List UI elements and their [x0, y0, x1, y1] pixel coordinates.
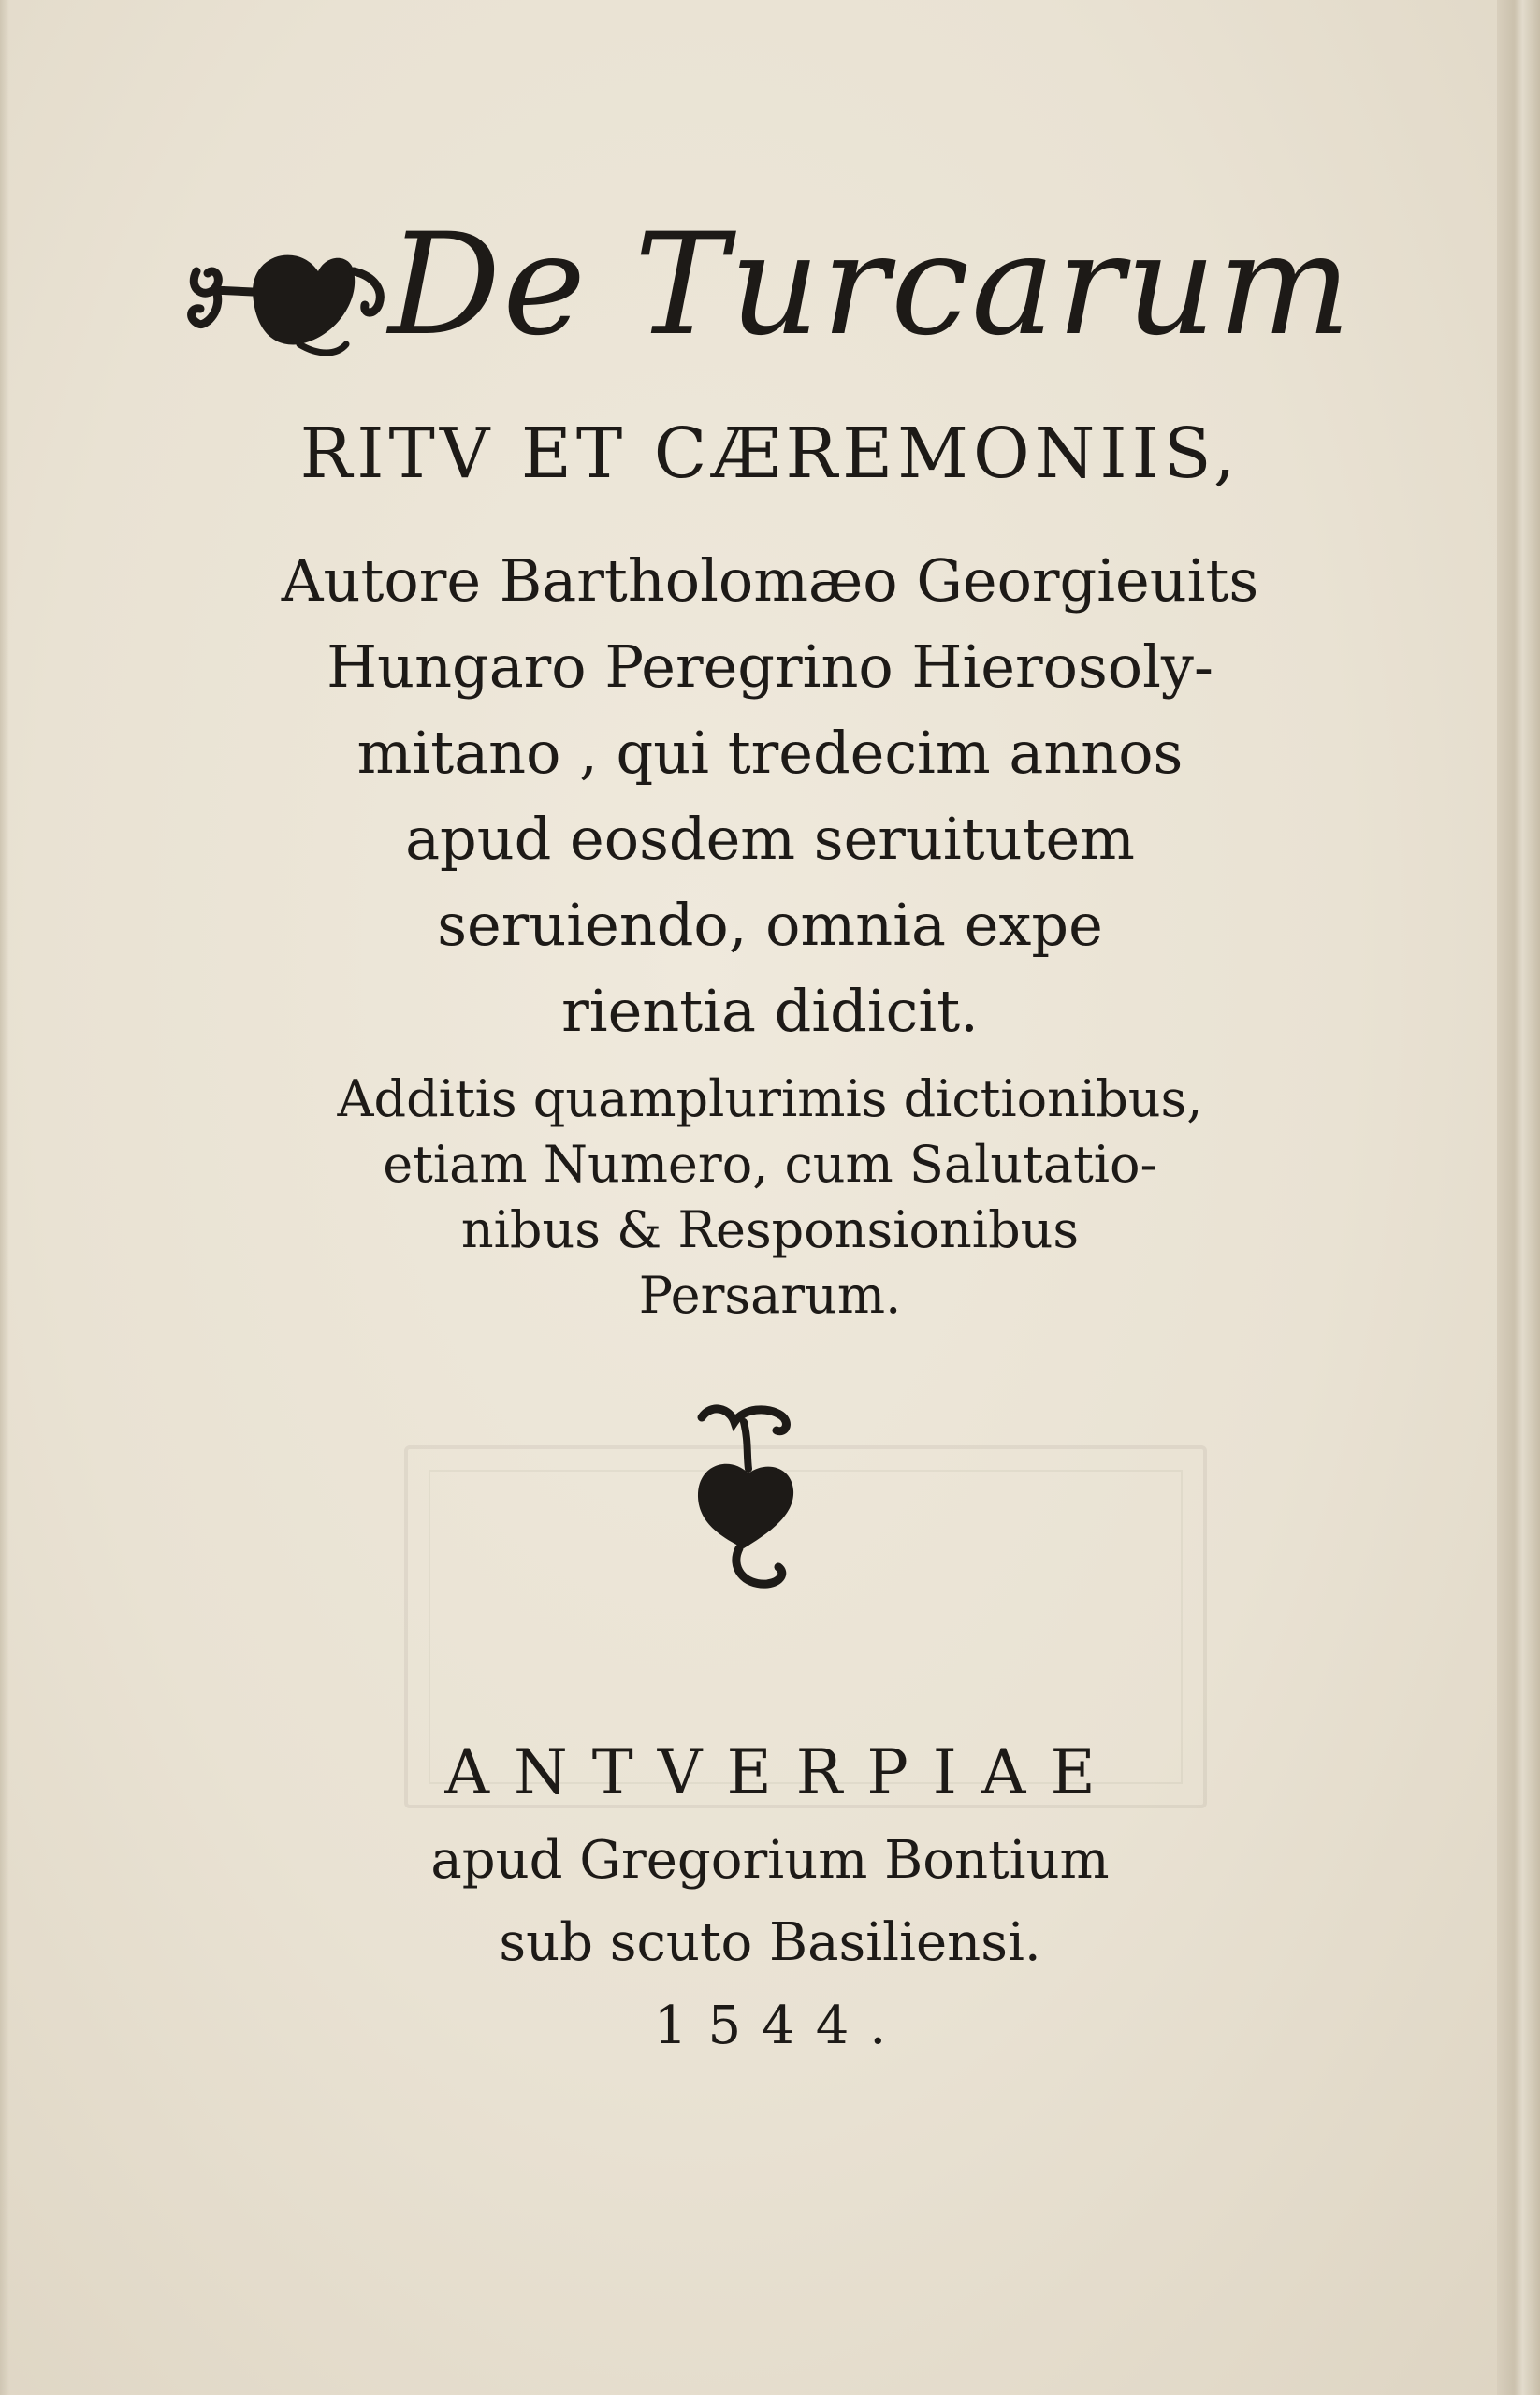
author-line: mitano , qui tredecim annos — [356, 718, 1184, 787]
author-line: apud eosdem seruitutem — [405, 805, 1135, 873]
additions-line: etiam Numero, cum Salutatio- — [383, 1135, 1157, 1194]
imprint-city: ANTVERPIAE — [444, 1736, 1120, 1808]
imprint-printer: apud Gregorium Bontium — [430, 1830, 1110, 1891]
author-line: rientia didicit. — [561, 977, 979, 1045]
main-title: De Turcarum — [388, 204, 1354, 367]
author-line: seruiendo, omnia expe — [437, 891, 1103, 959]
imprint — [0, 1726, 1540, 2068]
author-line: Hungaro Peregrino Hierosoly- — [327, 632, 1213, 701]
additions-line: Persarum. — [638, 1266, 902, 1325]
imprint-sign: sub scuto Basiliensi. — [499, 1912, 1041, 1973]
additions-line: nibus & Responsionibus — [460, 1200, 1080, 1259]
leaf-fleuron-icon — [187, 234, 393, 365]
imprint-year: 1544. — [653, 1996, 908, 2056]
title-row — [187, 196, 1354, 384]
subtitle: RITV ET CÆREMONIIS, — [299, 414, 1241, 494]
author-block — [0, 538, 1540, 1054]
additions-block — [0, 1067, 1540, 1328]
additions-line: Additis quamplurimis dictionibus, — [337, 1069, 1203, 1128]
author-line: Autore Bartholomæo Georgieuits — [281, 546, 1259, 615]
heart-leaf-fleuron-icon — [692, 1399, 805, 1595]
